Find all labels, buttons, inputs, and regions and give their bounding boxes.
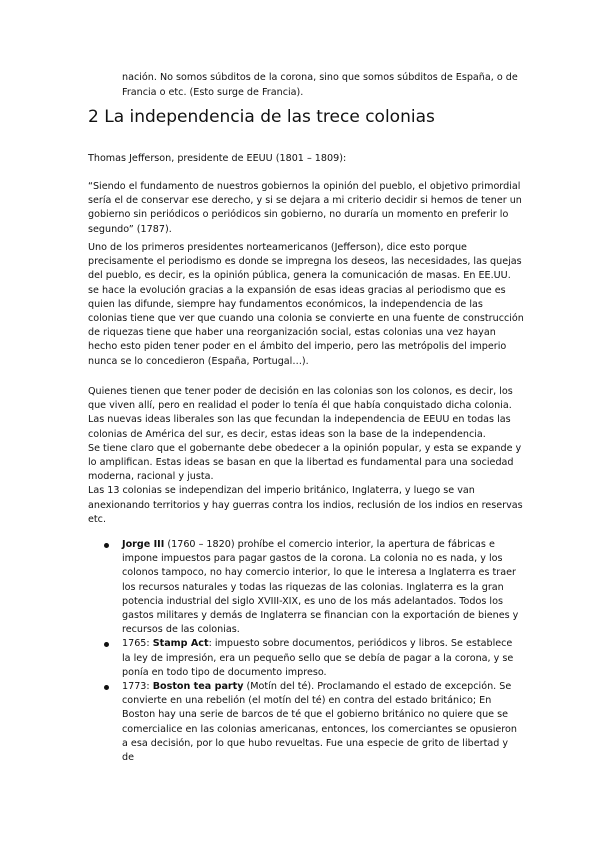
bullet-item-stamp-act [122, 637, 522, 680]
bullet-dot-icon [104, 642, 109, 647]
quote-attribution: Thomas Jefferson, presidente de EEUU (1801 – 1809): [88, 153, 347, 164]
events-bullet-list [122, 538, 522, 765]
paragraph-line: Se tiene claro que el gobernante debe obedecer a la opinión popular, y esta se expande y lo amplifican. Estas ideas se basan en que la libertad es fundamental para una sociedad moderna, racional y justa. [88, 442, 522, 483]
paragraph-line: Las 13 colonias se independizan del imperio británico, Inglaterra, y luego se van anexionando territorios y hay guerras contra los indios, reclusión de los indios en reservas etc. [88, 485, 523, 525]
bullet-text: (1760 – 1820) prohíbe el comercio interior, la apertura de fábricas e impone impuestos para pagar gastos de la corona. La colonia no es nada, y los colonos tampoco, no hay comercio interior, lo que le interesa a Inglaterra es traer los recursos naturales y todas las riquezas de las colonias. Inglaterra es la gran potencia industrial del siglo XVIII-XIX, es uno de los más adelantados. Todos los gastos militares y demás de Inglaterra se financian con la exportación de bienes y recursos de las colonias. [122, 539, 519, 636]
section-heading: 2 La independencia de las trece colonias [88, 107, 435, 127]
bullet-item-jorge-iii [122, 538, 522, 637]
bullet-text: (Motín del té). Proclamando el estado de excepción. Se convierte en una rebelión (el motín del té) en contra del estado británico; En Boston hay una serie de barcos de té que el gobierno británico no quiere que se comercialice en las colonias americanas, entonces, los comerciantes se opusieron a esa decisión, por lo que hubo revueltas. Fue una especie de grito de libertad y de [122, 681, 517, 764]
bullet-bold-term: Stamp Act [152, 638, 209, 650]
intro-continuation: nación. No somos súbditos de la corona, sino que somos súbditos de España, o de Francia o etc. (Esto surge de Francia). [122, 72, 518, 98]
bullet-text: : impuesto sobre documentos, periódicos y libros. Se establece la ley de impresión, era un pequeño sello que se debía de pagar a la corona, y se ponía en todo tipo de documento impreso. [122, 638, 514, 678]
jefferson-quote: “Siendo el fundamento de nuestros gobiernos la opinión del pueblo, el objetivo primordial sería el de conservar ese derecho, y si se dejara a mi criterio decidir si hemos de tener un gobierno sin periódicos o periódicos sin gobierno, no duraría un momento en preferir lo segundo” (1787). [88, 181, 522, 235]
bullet-dot-icon [104, 685, 109, 690]
paragraph-jefferson-commentary: Uno de los primeros presidentes norteamericanos (Jefferson), dice esto porque precisamente el periodismo es donde se impregna los deseos, las necesidades, las quejas del pueblo, es decir, es la opinión pública, genera la comunicación de masas. En EE.UU. se hace la evolución gracias a la expansión de esas ideas gracias al periodismo que es quien las difunde, siempre hay fundamentos económicos, la independencia de las colonias tiene que ver que cuando una colonia se convierte en una fuente de construcción de riquezas tiene que haber una reorganización social, estas colonias una vez hayan hecho esto piden tener poder en el ámbito del imperio, pero las metrópolis del imperio nunca se lo concedieron (España, Portugal…). [88, 242, 524, 367]
bullet-item-boston-tea-party [122, 680, 522, 765]
bullet-bold-term: Boston tea party [152, 681, 244, 693]
bullet-bold-term: Jorge III [122, 539, 165, 550]
paragraph-line: Quienes tienen que tener poder de decisión en las colonias son los colonos, es decir, los que viven allí, pero en realidad el poder lo tenía él que había conquistado dicha colonia. Las nuevas ideas liberales son las que fecundan la independencia de EEUU en todas las colonias de América del sur, es decir, estas ideas son la base de la independencia. [88, 386, 513, 440]
bullet-dot-icon [104, 543, 109, 548]
bullet-prefix: 1765: [122, 638, 153, 650]
paragraph-colonies [88, 385, 524, 527]
bullet-prefix: 1773: [122, 681, 153, 693]
